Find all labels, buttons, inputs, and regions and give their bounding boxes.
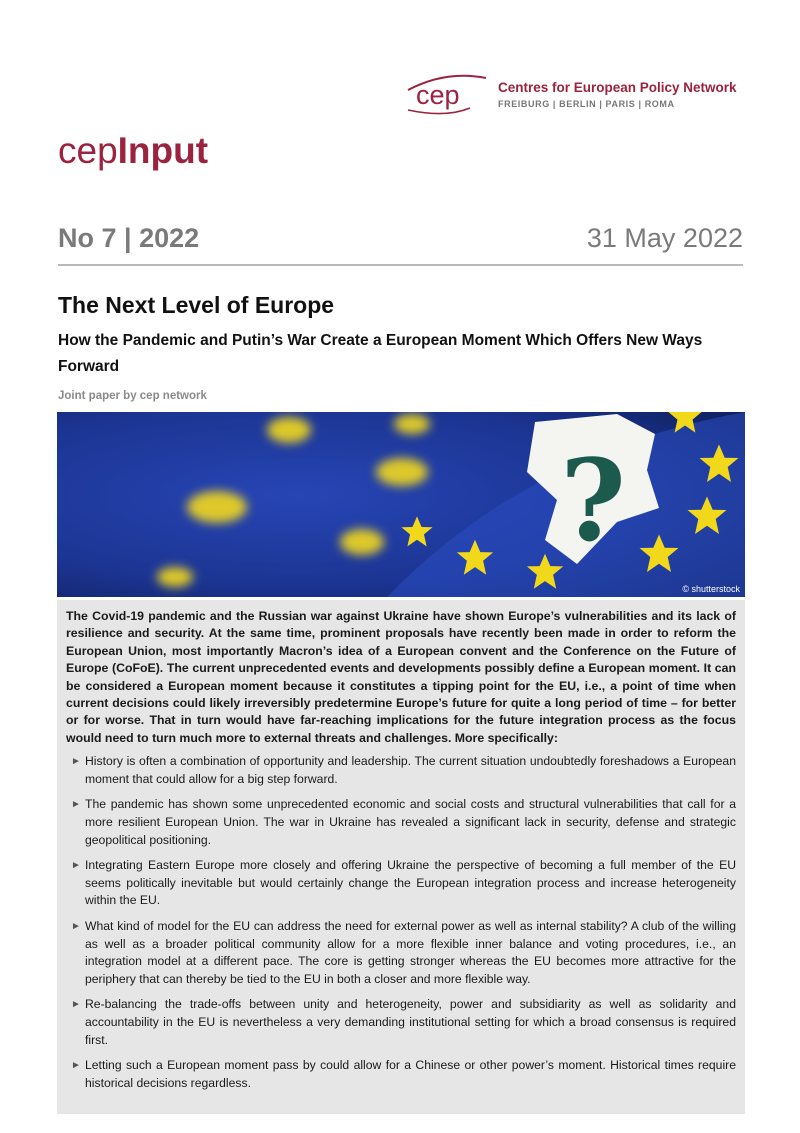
- list-item: [66, 857, 736, 910]
- image-credit: © shutterstock: [682, 584, 740, 594]
- cover-image: [57, 412, 745, 597]
- paper-subtitle: How the Pandemic and Putin’s War Create a European Moment Which Offers New Ways Forward: [58, 332, 703, 375]
- issue-number: No 7 | 2022: [58, 223, 200, 253]
- bullet-arrow-icon: ►: [71, 1060, 81, 1072]
- list-item: [66, 753, 736, 788]
- key-points-list: [66, 753, 736, 1092]
- point-text: Re-balancing the trade-offs between unity and heterogeneity, power and subsidiarity as well as solidarity and accountability in the EU is nevertheless a very demanding institutional setting for which a broad consensus is required first.: [85, 997, 736, 1047]
- publication-series: [58, 132, 208, 169]
- point-text: Integrating Eastern Europe more closely and offering Ukraine the perspective of becoming a full member of the EU seems politically inevitable but would certainly change the European integration process and increase heterogeneity within the EU.: [85, 858, 736, 908]
- bullet-arrow-icon: ►: [71, 799, 81, 811]
- point-text: The pandemic has shown some unprecedented economic and social costs and structural vulnerabilities that call for a more resilient European Union. The war in Ukraine has revealed a significant lack in security, defense and strategic geopolitical positioning.: [85, 797, 736, 847]
- paper-byline: Joint paper by cep network: [58, 390, 207, 402]
- point-text: Letting such a European moment pass by could allow for a Chinese or other power’s moment. Historical times require historical decisions regardless.: [85, 1058, 736, 1090]
- issue-info: [58, 223, 743, 259]
- bullet-arrow-icon: ►: [71, 921, 81, 932]
- network-name: Centres for European Policy Network: [498, 80, 737, 95]
- cep-logo-text: cep: [416, 80, 460, 110]
- issue-date: 31 May 2022: [586, 223, 743, 253]
- question-mark: ?: [560, 436, 626, 567]
- point-text: History is often a combination of opportunity and leadership. The current situation undoubtedly foreshadows a European moment that could allow for a big step forward.: [85, 754, 736, 786]
- list-item: [66, 796, 736, 849]
- cep-network-logo: [400, 68, 760, 118]
- paper-title: The Next Level of Europe: [58, 292, 335, 318]
- abstract-box: [57, 600, 745, 1114]
- bullet-arrow-icon: ►: [71, 756, 81, 768]
- list-item: [66, 996, 736, 1049]
- header-divider: [58, 264, 743, 266]
- abstract-lead: The Covid-19 pandemic and the Russian war against Ukraine have shown Europe’s vulnerabilities and its lack of resilience and security. At the same time, prominent proposals have recently been made in order to reform the European Union, most importantly Macron’s idea of a European convent and the Conference on the Future of Europe (CoFoE). The current unprecedented events and developments possibly define a European moment. It can be considered a European moment because it constitutes a tipping point for the EU, i.e., a point of time when current decisions could likely irreversibly predetermine Europe’s future for quite a long period of time – for better or for worse. That in turn would have far-reaching implications for the future integration process as the focus would need to turn much more to external threats and challenges. More specifically:: [66, 609, 736, 745]
- cep-logo-mark: [400, 68, 492, 118]
- point-text: What kind of model for the EU can address the need for external power as well as internal stability? A club of the willing as well as a broader political community allow for a more flexible inner balance and voting procedures, i.e., an integration model at a different pace. The core is getting stronger whereas the EU becomes more attractive for the periphery that can thereby be tied to the EU in both a closer and more flexible way.: [85, 919, 736, 986]
- network-cities: FREIBURG | BERLIN | PARIS | ROMA: [498, 99, 675, 109]
- list-item: [66, 1057, 736, 1092]
- series-prefix: cep: [58, 130, 118, 171]
- series-suffix: Input: [117, 130, 209, 171]
- list-item: [66, 918, 736, 988]
- bullet-arrow-icon: ►: [71, 999, 81, 1011]
- bullet-arrow-icon: ►: [71, 860, 81, 872]
